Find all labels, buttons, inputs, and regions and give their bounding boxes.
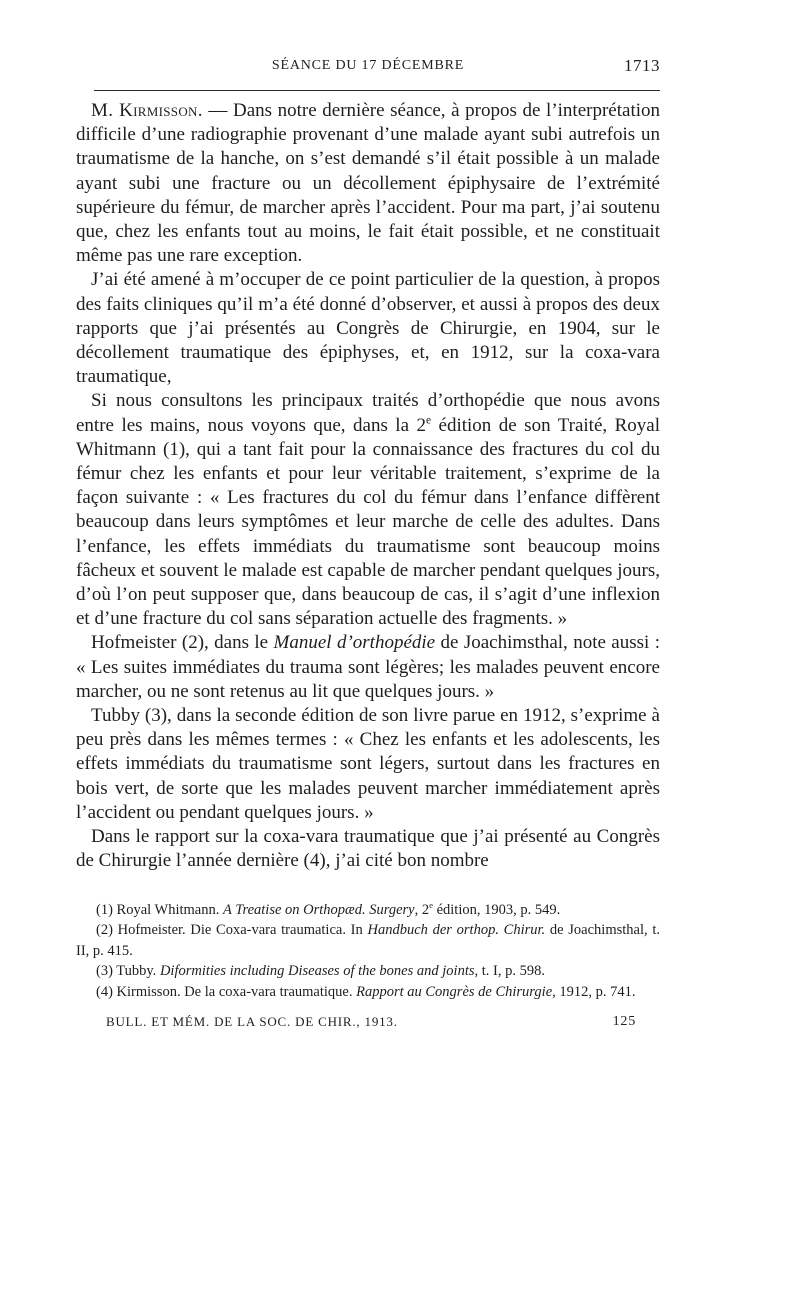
paragraph-3-part-b: édition de son Traité, Royal Whitmann (1), qui a tant fait pour la connaissance des fractures du col du fémur chez les enfants et pour leur véritable traitement, s’exprime de la façon suivante : « Les fractures du col du fémur dans l’enfance diffèrent beaucoup dans leurs symptômes et leur marche de celle des adultes. Dans l’enfance, les effets immédiats du traumatisme sont beaucoup moins fâcheux et souvent le malade est capable de marcher pendant quelques jours, d’où l’on peut supposer que, dans beaucoup de cas, il s’agit d’une inflexion et d’une fracture du col sans séparation actuelle des fragments. »: [76, 414, 660, 630]
paragraph-3: [76, 389, 660, 631]
footnote-3-part-a: (3) Tubby.: [96, 963, 160, 980]
footnote-4: [76, 982, 660, 1003]
paragraph-1-text: — Dans notre dernière séance, à propos de l’interprétation difficile d’une radiographie provenant d’une malade ayant subi autrefois un traumatisme de la hanche, on s’est demandé s’il était possible à un malade ayant subi une fracture ou un décollement épiphysaire de l’extrémité supérieure du fémur, de marcher après l’accident. Pour ma part, j’ai soutenu que, chez les enfants tout au moins, le fait était possible, et ne constituait même pas une rare exception.: [76, 100, 661, 267]
paragraph-2: J’ai été amené à m’occuper de ce point particulier de la question, à propos des faits cliniques qu’il m’a été donné d’observer, et aussi à propos des deux rapports que j’ai présentés au Congrès de Chirurgie, en 1904, sur le décollement traumatique des épiphyses, et, en 1912, sur la coxa-vara traumatique,: [76, 269, 660, 388]
paragraph-4-part-b: de Joachimsthal, note aussi : « Les suites immédiates du trauma sont légères; les malades peuvent encore marcher, ou ne sont retenus au lit que quelques jours. »: [76, 632, 660, 702]
footnote-1-part-c: édition, 1903, p. 549.: [432, 901, 561, 918]
footnote-3-part-b: , t. I, p. 598.: [474, 963, 545, 980]
footnote-2: [76, 920, 660, 961]
footnote-1-superscript: e: [429, 899, 433, 910]
footnote-2-part-a: (2) Hofmeister. Die Coxa-vara traumatica. In: [96, 922, 368, 939]
journal-signature: BULL. ET MÉM. DE LA SOC. DE CHIR., 1913.: [106, 1014, 398, 1030]
signature-line: [76, 1014, 660, 1036]
header-rule: [94, 90, 660, 91]
footnote-4-part-b: , 1912, p. 741.: [552, 983, 636, 1000]
footnote-1-part-a: (1) Royal Whitmann.: [96, 901, 223, 918]
footnote-4-part-a: (4) Kirmisson. De la coxa-vara traumatique.: [96, 983, 357, 1000]
footnote-1-part-b: , 2: [414, 901, 430, 918]
body-text: [76, 99, 660, 874]
paragraph-4-italic: Manuel d’orthopédie: [273, 632, 436, 654]
paragraph-3-superscript: e: [426, 414, 432, 427]
footnote-1: [76, 900, 660, 921]
paragraph-1: [76, 99, 660, 268]
signature-number: 125: [612, 1014, 636, 1030]
footnote-2-part-b: de Joachimsthal, t. II, p. 415.: [76, 922, 660, 959]
running-head: [76, 48, 660, 80]
paragraph-5: Tubby (3), dans la seconde édition de son livre parue en 1912, s’exprime à peu près dans les mêmes termes : « Chez les enfants et les adolescents, les effets immédiats du traumatisme sont légers, surtout dans les fractures en bois vert, de sorte que les malades peuvent marcher immédiatement après l’accident ou pendant quelques jours. »: [76, 705, 660, 823]
footnote-3-italic: Diformities including Diseases of the bones and joints: [159, 963, 475, 980]
footnote-4-italic: Rapport au Congrès de Chirurgie: [356, 983, 553, 1000]
paragraph-4-part-a: Hofmeister (2), dans le: [91, 632, 274, 654]
footnote-2-italic: Handbuch der orthop. Chirur.: [367, 922, 546, 939]
page-number: 1713: [624, 56, 660, 75]
paragraph-6: Dans le rapport sur la coxa-vara traumatique que j’ai présenté au Congrès de Chirurgie l’année dernière (4), j’ai cité bon nombre: [76, 826, 660, 872]
footnote-1-italic: A Treatise on Orthopæd. Surgery: [223, 901, 415, 918]
page: [76, 48, 660, 1036]
footnotes: [76, 900, 660, 1003]
speaker-name: M. Kirmisson.: [91, 100, 203, 121]
paragraph-4: [76, 631, 660, 704]
running-head-title: SÉANCE DU 17 DÉCEMBRE: [271, 58, 465, 73]
footnote-3: [76, 961, 660, 982]
paragraph-3-part-a: Si nous consultons les principaux traités d’orthopédie que nous avons entre les mains, nous voyons que, dans la 2: [76, 390, 660, 436]
